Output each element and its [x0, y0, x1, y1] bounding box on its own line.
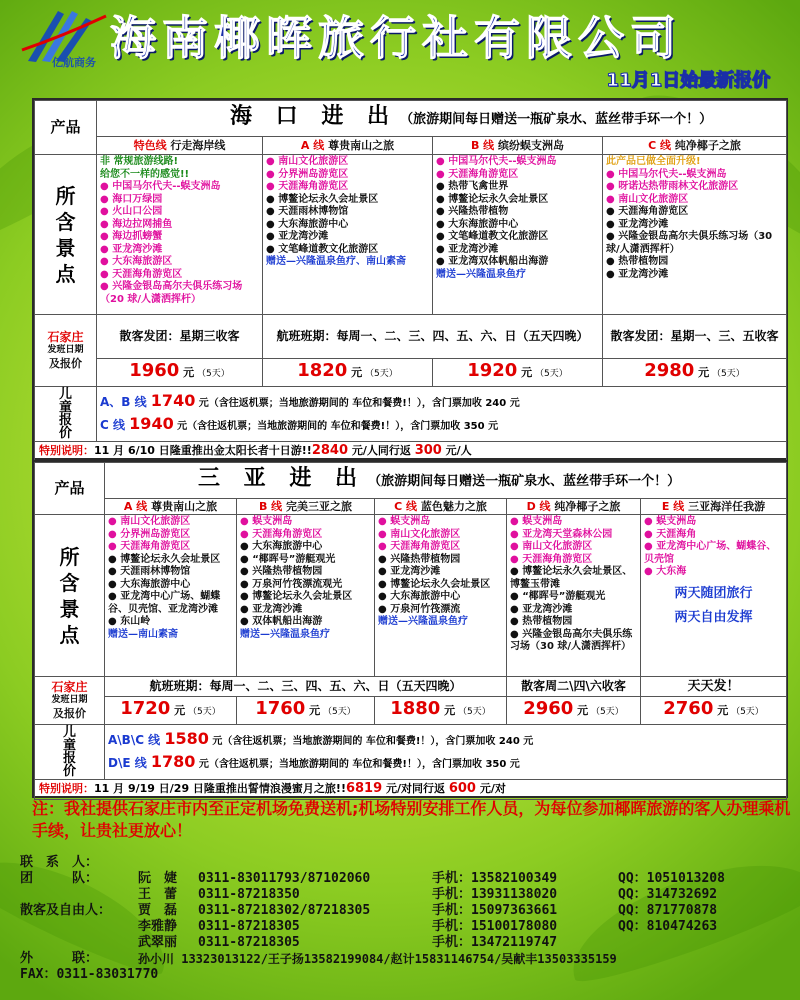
line-tag: B 线 [470, 139, 495, 152]
child-price: 1780 [150, 752, 196, 771]
price-days: （5天） [194, 369, 230, 379]
line-header [97, 137, 263, 155]
scenic-item: ● 中国马尔代夫--蜈支洲岛 [436, 156, 599, 169]
special-note [35, 442, 787, 462]
scenic-item: ● 天涯海角 [644, 529, 783, 542]
section-note: （旅游期间每日赠送一瓶矿泉水、蓝丝带手环一个！） [400, 112, 713, 127]
contact-name: 阮 婕 [138, 871, 178, 886]
scenic-item: ● “椰晖号”游艇观光 [510, 591, 637, 604]
scenic-item: ● 海边拉网捕鱼 [100, 219, 259, 232]
price-cell [237, 697, 375, 725]
scenic-item: ● 博鳌论坛永久会址景区 [378, 579, 503, 592]
scenic-item: ● 万泉河竹筏漂流 [378, 604, 503, 617]
price-value: 1720 [120, 698, 171, 719]
contact-mobile: 手机：15100178080 [432, 919, 558, 934]
scenic-item: ● 亚龙湾天堂森林公园 [510, 529, 637, 542]
price-unit: 元 [305, 704, 321, 717]
scenic-item: ● 亚龙湾沙滩 [606, 219, 783, 232]
scenic-item: ● 天涯海角游览区 [606, 206, 783, 219]
scenic-item: ● 亚龙湾沙滩 [100, 244, 259, 257]
line-name: 尊贵南山之旅 [147, 500, 218, 513]
line-header [263, 137, 433, 155]
line-tag: D 线 [526, 500, 551, 513]
contact-tel: 0311-87218305 [198, 919, 300, 934]
outside-text: 孙小川 13323013122/王子扬13582199084/赵计15831146754/吴献丰13503335159 [138, 952, 617, 966]
scenic-item: ● 南山文化旅游区 [606, 194, 783, 207]
scenic-item: ● 天涯海角游览区 [378, 541, 503, 554]
line-items [507, 515, 641, 677]
scenic-item: ● 海边抓螃蟹 [100, 231, 259, 244]
price-days: （5天） [455, 707, 491, 717]
scenic-item: ● 兴隆热带植物园 [378, 554, 503, 567]
schedule: 散客周二\四\六收客 [507, 677, 641, 697]
haikou-table [34, 100, 787, 462]
section-note: （旅游期间每日赠送一瓶矿泉水、蓝丝带手环一个！） [368, 474, 681, 489]
contact-tel: 0311-87218302/87218305 [198, 903, 371, 918]
scenic-item: ● 蜈支洲岛 [240, 516, 371, 529]
scenic-item: ● 天涯海角游览区 [240, 529, 371, 542]
scenic-item: ● 热带植物园 [510, 616, 637, 629]
sjz-quote: 及报价 [53, 707, 86, 720]
scenic-item: 赠送—兴隆温泉鱼疗、南山素斋 [266, 256, 406, 267]
line-tag: E 线 [661, 500, 685, 513]
scenic-item: ● 亚龙湾沙滩 [436, 244, 599, 257]
line-items [433, 155, 603, 315]
special-mid: 元/对同行返 [382, 782, 449, 795]
price-cell [641, 697, 787, 725]
scenic-item: ● 大东海旅游区 [100, 256, 259, 269]
scenic-item: ● 蜈支洲岛 [378, 516, 503, 529]
price-unit: 元 [713, 704, 729, 717]
special-rebate: 300 [414, 443, 442, 458]
line-tag: C 线 [648, 139, 672, 152]
child-price: 1940 [129, 414, 174, 433]
child-lines: A\B\C 线 [108, 733, 165, 747]
line-tag: A 线 [123, 500, 148, 513]
outside-label: 外 联： [20, 951, 99, 966]
special-price: 6819 [345, 781, 383, 796]
price-value: 2760 [663, 698, 714, 719]
sjz-label-cell [35, 315, 97, 387]
price-days: （5天） [185, 707, 221, 717]
line-header [641, 499, 787, 515]
scenic-item: 赠送—兴隆温泉鱼疗 [378, 616, 468, 627]
scenic-item: ● 中国马尔代夫--蜈支洲岛 [606, 169, 783, 182]
contact-name: 李雅静 [138, 919, 178, 934]
sjz-sub: 发班日期 [51, 695, 88, 705]
scenic-item: ● 博鳌论坛永久会址景区、博鳌玉带滩 [510, 566, 637, 591]
contact-tel: 0311-83011793/87102060 [198, 871, 371, 886]
child-desc: 元（含往返机票；当地旅游期间的 车位和餐费!！），含门票加收 240 元 [208, 736, 534, 747]
scenic-item: ● 大东海旅游中心 [240, 541, 371, 554]
line-header [237, 499, 375, 515]
scenic-item: ● 博鳌论坛永久会址景区 [266, 194, 429, 207]
price-unit: 元 [517, 366, 533, 379]
scenic-item: ● 双体帆船出海游 [240, 616, 371, 629]
price-cell [375, 697, 507, 725]
scenic-item: ● 兴隆热带植物 [436, 206, 599, 219]
price-value: 1880 [390, 698, 441, 719]
scenic-item: ● 东山岭 [108, 616, 233, 629]
footnote: 注：我社提供石家庄市内至正定机场免费送机;机场特别安排工作人员，为每位参加椰晖旅游的客人办理乘机手续，让贵社更放心！ [32, 799, 791, 840]
price-unit: 元 [573, 704, 589, 717]
product-label: 产品 [35, 101, 97, 155]
price-value: 1820 [297, 360, 348, 381]
scenic-item: ● 兴隆金银岛高尔夫俱乐练习场（30 球/人潇洒挥杆） [606, 231, 783, 256]
schedule: 天天发！ [641, 677, 787, 697]
line-header [507, 499, 641, 515]
price-days: （5天） [728, 707, 764, 717]
line-items [641, 515, 787, 677]
page-title: 海南椰晖旅行社有限公司 [110, 11, 682, 65]
contact-tel: 0311-87218350 [198, 887, 300, 902]
scenic-item: ● 亚龙湾沙滩 [240, 604, 371, 617]
scenic-item: ● 天涯雨林博物馆 [266, 206, 429, 219]
contact-role: 散客及自由人： [20, 903, 112, 918]
scenic-item: ● 分界洲岛游览区 [266, 169, 429, 182]
special-text: 11 月 6/10 日隆重推出金太阳长者十日游!! [94, 444, 312, 457]
scenic-item: ● 亚龙湾沙滩 [378, 566, 503, 579]
price-value: 1920 [467, 360, 518, 381]
child-row [100, 391, 783, 414]
scenic-item: ● 兴隆金银岛高尔夫俱乐练习场（30 球/人潇洒挥杆） [510, 629, 637, 654]
scenic-item: ● 天涯海角游览区 [100, 269, 259, 282]
sjz-label-cell [35, 677, 105, 725]
haikou-section [32, 98, 788, 460]
line-items [237, 515, 375, 677]
scenic-item: 赠送—南山素斋 [108, 628, 178, 640]
scenic-item: 此产品已做全面升级! [606, 156, 701, 167]
scenic-item: ● 文笔峰道教文化旅游区 [266, 244, 429, 257]
price-unit: 元 [179, 366, 195, 379]
product-label: 产品 [35, 463, 105, 515]
special-label: 特别说明： [39, 782, 94, 795]
line-name: 完美三亚之旅 [282, 500, 353, 513]
scenic-item: 给您不一样的感觉!! [100, 168, 190, 180]
price-value: 1960 [129, 360, 180, 381]
section-title: 三 亚 进 出 [198, 466, 365, 491]
line-tag: 特色线 [133, 139, 167, 152]
scenic-item: ● 南山文化旅游区 [378, 529, 503, 542]
scenic-item: ● 蜈支洲岛 [644, 516, 783, 529]
scenic-item: ● 海口万绿园 [100, 194, 259, 207]
scenic-item: ● 天涯海角游览区 [108, 541, 233, 554]
line-items [375, 515, 507, 677]
line-name: 三亚海洋任我游 [684, 500, 766, 513]
price-days: （5天） [588, 707, 624, 717]
price-cell [97, 359, 263, 387]
line-header [105, 499, 237, 515]
price-days: （5天） [532, 369, 568, 379]
sanya-table [34, 462, 787, 800]
scenic-label: 所含景点 [35, 155, 97, 315]
special-end: 元/对 [475, 782, 506, 795]
scenic-item: ● 天涯海角游览区 [266, 181, 429, 194]
scenic-item: ● 南山文化旅游区 [510, 541, 637, 554]
scenic-item: ● 热带飞禽世界 [436, 181, 599, 194]
price-unit: 元 [694, 366, 710, 379]
scenic-item: ● 万泉河竹筏漂流观光 [240, 579, 371, 592]
sanya-section [32, 460, 788, 798]
contact-mobile: 手机：15097363661 [432, 903, 558, 918]
scenic-item: ● 大东海旅游中心 [108, 579, 233, 592]
scenic-item: ● 博鳌论坛永久会址景区 [108, 554, 233, 567]
scenic-item: 非 常规旅游线路! [100, 156, 179, 167]
price-value: 1760 [255, 698, 306, 719]
price-cell [433, 359, 603, 387]
sjz-label: 石家庄 [47, 330, 84, 344]
scenic-item: 两天自由发挥 [674, 609, 753, 625]
line-name: 尊贵南山之旅 [324, 139, 395, 152]
scenic-item: ● 大东海旅游中心 [378, 591, 503, 604]
line-tag: C 线 [394, 500, 418, 513]
scenic-item: ● 天涯海角游览区 [510, 554, 637, 567]
line-items [603, 155, 787, 315]
contact-name: 王 蕾 [138, 887, 178, 902]
special-text: 11 月 9/19 日/29 日隆重推出誓情浪漫蜜月之旅!! [94, 782, 346, 795]
child-label: 儿 童 报 价 [35, 387, 97, 442]
scenic-item: ● 大东海旅游中心 [266, 219, 429, 232]
price-cell [603, 359, 787, 387]
price-unit: 元 [170, 704, 186, 717]
scenic-item: ● 南山文化旅游区 [266, 156, 429, 169]
line-header [433, 137, 603, 155]
special-note [35, 780, 787, 800]
scenic-item: ● 亚龙湾沙滩 [510, 604, 637, 617]
line-name: 蓝色魅力之旅 [417, 500, 487, 513]
scenic-item: ● 大东海旅游中心 [436, 219, 599, 232]
sjz-label: 石家庄 [51, 680, 88, 694]
contact-qq: QQ：810474263 [618, 919, 718, 934]
scenic-item: 两天随团旅行 [674, 585, 753, 601]
header [0, 0, 800, 96]
scenic-label: 所含景点 [35, 515, 105, 677]
price-cell [507, 697, 641, 725]
line-header [375, 499, 507, 515]
contact-tel: 0311-87218305 [198, 935, 300, 950]
child-lines: C 线 [100, 418, 130, 432]
price-days: （5天） [320, 707, 356, 717]
scenic-item: ● 蜈支洲岛 [510, 516, 637, 529]
child-row [108, 752, 783, 775]
scenic-item: 赠送—兴隆温泉鱼疗 [240, 628, 330, 640]
scenic-item: ● 热带植物园 [606, 256, 783, 269]
scenic-item: ● 亚龙湾中心广场、蝴蝶谷、贝壳馆 [644, 541, 783, 566]
special-label: 特别说明： [39, 444, 94, 457]
scenic-item: ● 博鳌论坛永久会址景区 [240, 591, 371, 604]
child-desc: 元（含往返机票；当地旅游期间的 车位和餐费!！），含门票加收 350 元 [195, 759, 520, 770]
scenic-item: ● 天涯雨林博物馆 [108, 566, 233, 579]
child-lines: D\E 线 [108, 756, 151, 770]
schedule: 散客发团：星期三收客 [97, 315, 263, 359]
special-mid: 元/人同行返 [348, 444, 415, 457]
contact-mobile: 手机：13931138020 [432, 887, 558, 902]
sjz-quote: 及报价 [49, 357, 82, 370]
sjz-sub: 发班日期 [47, 345, 84, 355]
scenic-item: ● 文笔峰道教文化旅游区 [436, 231, 599, 244]
scenic-item: ● 中国马尔代夫--蜈支洲岛 [100, 181, 259, 194]
scenic-item: ● 南山文化旅游区 [108, 516, 233, 529]
contact-mobile: 手机：13582100349 [432, 871, 558, 886]
line-name: 缤纷蜈支洲岛 [494, 139, 565, 152]
child-lines: A、B 线 [100, 395, 151, 409]
scenic-item: ● 亚龙湾沙滩 [606, 269, 783, 282]
child-desc: 元（含往返机票；当地旅游期间的 车位和餐费!！），含门票加收 240 元 [195, 398, 520, 409]
scenic-item: ● 亚龙湾中心广场、蝴蝶谷、贝壳馆、亚龙湾沙滩 [108, 591, 233, 616]
logo-text: 亿航商务 [52, 56, 96, 69]
price-days: （5天） [362, 369, 398, 379]
scenic-item: ● 呀诺达热带雨林文化旅游区 [606, 181, 783, 194]
scenic-item: ● 兴隆金银岛高尔夫俱乐练习场（20 球/人潇洒挥杆） [100, 281, 259, 306]
line-tag: A 线 [300, 139, 325, 152]
contact-qq: QQ：1051013208 [618, 871, 725, 886]
scenic-item: ● 分界洲岛游览区 [108, 529, 233, 542]
scenic-item: ● 博鳌论坛永久会址景区 [436, 194, 599, 207]
child-price: 1580 [164, 729, 209, 748]
price-unit: 元 [347, 366, 363, 379]
scenic-item: ● “椰晖号”游艇观光 [240, 554, 371, 567]
scenic-item: ● 天涯海角游览区 [436, 169, 599, 182]
contact-name: 贾 磊 [138, 903, 178, 918]
price-cell [105, 697, 237, 725]
special-price: 2840 [311, 443, 348, 458]
child-desc: 元（含往返机票；当地旅游期间的 车位和餐费!！），含门票加收 350 元 [173, 421, 499, 432]
line-header [603, 137, 787, 155]
child-row [108, 729, 783, 752]
schedule: 散客发团：星期一、三、五收客 [603, 315, 787, 359]
scenic-item: ● 亚龙湾沙滩 [266, 231, 429, 244]
contact-qq: QQ：314732692 [618, 887, 718, 902]
line-name: 行走海岸线 [166, 139, 226, 152]
price-cell [263, 359, 433, 387]
line-name: 纯净椰子之旅 [671, 139, 741, 152]
price-value: 2980 [644, 360, 695, 381]
contact-role: 团 队： [20, 871, 99, 886]
child-label: 儿 童 报 价 [35, 725, 105, 780]
line-tag: B 线 [258, 500, 283, 513]
price-days: （5天） [709, 369, 745, 379]
scenic-item: ● 火山口公园 [100, 206, 259, 219]
scenic-item: ● 亚龙湾双体帆船出海游 [436, 256, 599, 269]
contact-qq: QQ：871770878 [618, 903, 718, 918]
contact-mobile: 手机：13472119747 [432, 935, 558, 950]
child-row [100, 414, 783, 437]
price-value: 2960 [523, 698, 574, 719]
scenic-item: ● 大东海 [644, 566, 783, 579]
line-name: 纯净椰子之旅 [550, 500, 621, 513]
schedule: 航班班期：每周一、二、三、四、五、六、日（五天四晚） [263, 315, 603, 359]
contact-name: 武翠丽 [138, 935, 178, 950]
fax: FAX：0311-83031770 [20, 967, 159, 982]
schedule: 航班班期：每周一、二、三、四、五、六、日（五天四晚） [105, 677, 507, 697]
scenic-item: ● 兴隆热带植物园 [240, 566, 371, 579]
scenic-item: 赠送—兴隆温泉鱼疗 [436, 268, 526, 280]
contacts-label: 联 系 人： [20, 855, 99, 870]
page-subtitle: 11月1日始最新报价 [606, 70, 770, 91]
line-items [105, 515, 237, 677]
special-rebate: 600 [448, 781, 476, 796]
child-price: 1740 [150, 391, 196, 410]
price-unit: 元 [440, 704, 456, 717]
section-title: 海 口 进 出 [230, 104, 397, 129]
special-end: 元/人 [441, 444, 472, 457]
line-items [97, 155, 263, 315]
line-items [263, 155, 433, 315]
